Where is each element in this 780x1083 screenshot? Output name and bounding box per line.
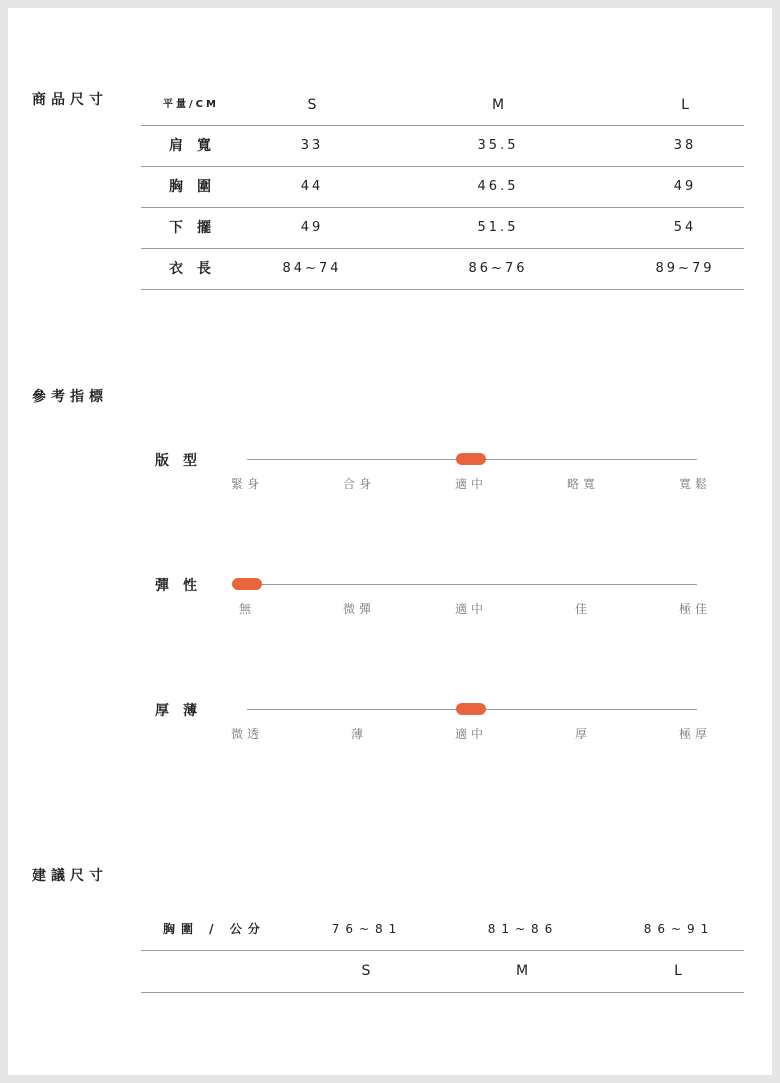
tick-label: 極厚	[678, 727, 712, 741]
tick-label: 薄	[350, 727, 368, 741]
tick-label: 適中	[454, 602, 488, 616]
recommended-size-table	[141, 909, 744, 993]
size-header-m: M	[491, 97, 505, 113]
row-label: 肩寬	[169, 138, 225, 154]
tick-label: 適中	[454, 727, 488, 741]
indicator-fit	[8, 453, 772, 519]
recommended-size-row	[141, 951, 744, 993]
value-m: 51.5	[477, 220, 519, 235]
recommended-size-s: S	[361, 963, 371, 979]
chest-label: 胸圍 / 公分	[163, 922, 266, 936]
value-s: 84~74	[282, 261, 342, 276]
tick-label: 佳	[574, 602, 592, 616]
size-table-header	[141, 85, 744, 126]
indicator-elasticity	[8, 578, 772, 644]
row-label: 衣長	[169, 261, 225, 277]
reference-title: 參考指標	[32, 389, 108, 405]
tick-label: 適中	[454, 477, 488, 491]
recommended-size-m: M	[515, 963, 529, 979]
value-s: 49	[300, 220, 324, 235]
size-header-s: S	[307, 97, 317, 113]
product-size-table	[141, 85, 744, 290]
row-label: 胸圍	[169, 179, 225, 195]
tick-label: 極佳	[678, 602, 712, 616]
recommended-size-l: L	[674, 963, 682, 979]
chest-range-l: 86~91	[643, 922, 715, 936]
tick-label: 合身	[342, 477, 376, 491]
row-label: 下擺	[169, 220, 225, 236]
chest-range-m: 81~86	[487, 922, 559, 936]
value-l: 38	[673, 138, 697, 153]
size-chart-page	[8, 8, 772, 1075]
table-row	[141, 208, 744, 249]
table-row	[141, 167, 744, 208]
indicator-marker	[456, 453, 486, 465]
table-row	[141, 126, 744, 167]
size-header-l: L	[681, 97, 689, 113]
indicator-label: 彈性	[155, 578, 211, 594]
indicator-label: 厚薄	[155, 703, 211, 719]
tick-label: 無	[238, 602, 256, 616]
indicator-label: 版型	[155, 453, 211, 469]
table-row	[141, 249, 744, 290]
tick-label: 厚	[574, 727, 592, 741]
value-m: 35.5	[477, 138, 519, 153]
tick-label: 微彈	[342, 602, 376, 616]
indicator-track	[247, 584, 697, 585]
unit-label: 平量/CM	[163, 99, 219, 110]
value-m: 86~76	[468, 261, 528, 276]
tick-label: 寬鬆	[678, 477, 712, 491]
value-l: 89~79	[655, 261, 715, 276]
recommended-chest-row	[141, 909, 744, 951]
indicator-marker	[456, 703, 486, 715]
value-l: 54	[673, 220, 697, 235]
tick-label: 微透	[230, 727, 264, 741]
indicator-marker	[232, 578, 262, 590]
value-s: 33	[300, 138, 324, 153]
tick-label: 緊身	[230, 477, 264, 491]
recommended-title: 建議尺寸	[32, 868, 108, 884]
value-l: 49	[673, 179, 697, 194]
chest-range-s: 76~81	[331, 922, 403, 936]
indicator-thickness	[8, 703, 772, 769]
tick-label: 略寬	[566, 477, 600, 491]
product-size-title: 商品尺寸	[32, 92, 108, 108]
value-m: 46.5	[477, 179, 519, 194]
value-s: 44	[300, 179, 324, 194]
